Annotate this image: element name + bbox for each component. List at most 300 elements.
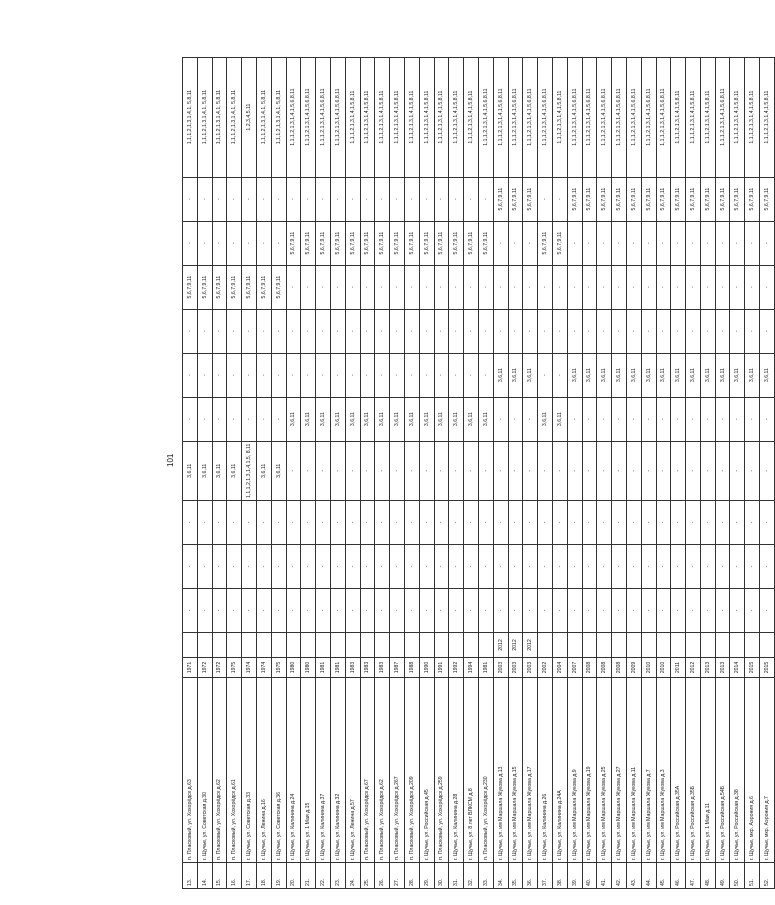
extra-year-cell [227, 633, 242, 658]
value-cell: - [345, 589, 360, 633]
value-cell: - [523, 441, 538, 500]
address-cell: г. Щучье, ул. им Маршала Жукова д.9 [567, 678, 582, 863]
value-cell: - [419, 441, 434, 500]
value-cell: - [286, 265, 301, 309]
value-cell: - [197, 221, 212, 265]
table-row [671, 57, 686, 888]
value-cell: - [419, 501, 434, 545]
value-cell: - [197, 397, 212, 441]
value-cell: - [641, 545, 656, 589]
table-row [567, 57, 582, 888]
row-number-cell: 20. [286, 863, 301, 889]
value-cell: 1,1,1,2,1,3,1,4,1,5,8,11 [552, 57, 567, 177]
value-cell: 1,1,1,2,1,3,1,4,1,5,6,8,11 [493, 57, 508, 177]
value-cell: - [686, 545, 701, 589]
year-cell: 1972 [212, 658, 227, 678]
table-row [715, 57, 730, 888]
value-cell: - [330, 353, 345, 397]
value-cell: - [612, 441, 627, 500]
row-number-cell: 41. [597, 863, 612, 889]
value-cell: - [345, 545, 360, 589]
value-cell: 1,1,1,2,1,3,1,4,1, 5,8,11 [183, 57, 198, 177]
year-cell: 1975 [227, 658, 242, 678]
value-cell: - [360, 265, 375, 309]
table-row [286, 57, 301, 888]
value-cell: - [523, 397, 538, 441]
value-cell: - [330, 265, 345, 309]
year-cell: 1974 [242, 658, 257, 678]
table-row [183, 57, 198, 888]
value-cell: - [404, 353, 419, 397]
value-cell: - [641, 441, 656, 500]
value-cell: - [582, 501, 597, 545]
year-cell: 2013 [700, 658, 715, 678]
value-cell: 1,2,3,4,5,11 [242, 57, 257, 177]
value-cell: - [449, 265, 464, 309]
table-row [597, 57, 612, 888]
value-cell: - [301, 545, 316, 589]
value-cell: 3,6,11 [612, 353, 627, 397]
value-cell: - [375, 177, 390, 221]
value-cell: - [686, 309, 701, 353]
value-cell: 3,6,11 [404, 397, 419, 441]
row-number-cell: 47. [686, 863, 701, 889]
row-number-cell: 43. [626, 863, 641, 889]
row-number-cell: 39. [567, 863, 582, 889]
year-cell: 1981 [330, 658, 345, 678]
value-cell: - [760, 265, 775, 309]
value-cell: - [715, 221, 730, 265]
value-cell: - [316, 589, 331, 633]
extra-year-cell [183, 633, 198, 658]
row-number-cell: 40. [582, 863, 597, 889]
value-cell: - [197, 177, 212, 221]
extra-year-cell [478, 633, 493, 658]
value-cell: 3,6,11 [271, 441, 286, 500]
value-cell: - [671, 221, 686, 265]
year-cell: 2003 [493, 658, 508, 678]
value-cell: - [730, 501, 745, 545]
value-cell: - [567, 441, 582, 500]
value-cell: 3,6,11 [508, 353, 523, 397]
table-row [478, 57, 493, 888]
value-cell: 5,6,7,9,11 [730, 177, 745, 221]
value-cell: - [612, 221, 627, 265]
value-cell: - [656, 589, 671, 633]
value-cell: - [700, 221, 715, 265]
value-cell: 3,6,11 [597, 353, 612, 397]
value-cell: 1,1,1,2,1,3,1,4,1,5,6,8,11 [597, 57, 612, 177]
value-cell: - [656, 309, 671, 353]
row-number-cell: 30. [434, 863, 449, 889]
value-cell: 1,1,1,2,1,3,1,4,1,5,6,8,11 [641, 57, 656, 177]
year-cell: 1980 [286, 658, 301, 678]
value-cell: - [626, 501, 641, 545]
value-cell: - [730, 265, 745, 309]
value-cell: - [730, 397, 745, 441]
value-cell: - [508, 265, 523, 309]
value-cell: - [212, 353, 227, 397]
value-cell: - [197, 353, 212, 397]
year-cell: 1987 [390, 658, 405, 678]
value-cell: - [626, 589, 641, 633]
value-cell: - [656, 441, 671, 500]
value-cell: 5,6,7,9,11 [345, 221, 360, 265]
year-cell: 1983 [375, 658, 390, 678]
value-cell: 5,6,7,9,11 [242, 265, 257, 309]
value-cell: - [745, 221, 760, 265]
year-cell: 2010 [641, 658, 656, 678]
value-cell: - [567, 545, 582, 589]
value-cell: - [242, 501, 257, 545]
value-cell: 1,1,1,2,1,3,1,4,1,5,6,8,11 [612, 57, 627, 177]
value-cell: 5,6,7,9,11 [641, 177, 656, 221]
extra-year-cell: 2012 [523, 633, 538, 658]
value-cell: - [523, 309, 538, 353]
value-cell: 3,6,11 [523, 353, 538, 397]
value-cell: - [464, 177, 479, 221]
table-row [242, 57, 257, 888]
value-cell: - [301, 309, 316, 353]
value-cell: - [419, 545, 434, 589]
address-cell: г. Щучье, ул. им Маршала Жукова д.11 [626, 678, 641, 863]
value-cell: - [582, 441, 597, 500]
table-row [256, 57, 271, 888]
value-cell: - [700, 265, 715, 309]
value-cell: - [715, 397, 730, 441]
value-cell: 3,6,11 [345, 397, 360, 441]
value-cell: - [227, 309, 242, 353]
value-cell: - [390, 589, 405, 633]
value-cell: 3,6,11 [464, 397, 479, 441]
value-cell: - [345, 353, 360, 397]
value-cell: 5,6,7,9,11 [478, 221, 493, 265]
value-cell: 5,6,7,9,11 [745, 177, 760, 221]
value-cell: - [330, 177, 345, 221]
address-cell: г. Щучье, ул. им Маршала Жукова д.19 [582, 678, 597, 863]
value-cell: - [434, 501, 449, 545]
year-cell: 1975 [271, 658, 286, 678]
address-cell: п. Пласковый, ул. Хохорёдск д.61 [227, 678, 242, 863]
table-row [197, 57, 212, 888]
value-cell: - [375, 545, 390, 589]
extra-year-cell: 2012 [508, 633, 523, 658]
table-row [360, 57, 375, 888]
value-cell: - [242, 309, 257, 353]
extra-year-cell [641, 633, 656, 658]
value-cell: 5,6,7,9,11 [597, 177, 612, 221]
row-number-cell: 25. [360, 863, 375, 889]
value-cell: - [390, 309, 405, 353]
table-row [656, 57, 671, 888]
row-number-cell: 52. [760, 863, 775, 889]
row-number-cell: 44. [641, 863, 656, 889]
value-cell: - [552, 589, 567, 633]
value-cell: 1,1,1,2,1,3,1,4,1, 5,8,11 [197, 57, 212, 177]
table-row [434, 57, 449, 888]
value-cell: - [345, 501, 360, 545]
value-cell: - [745, 545, 760, 589]
year-cell: 1981 [316, 658, 331, 678]
table-row [271, 57, 286, 888]
value-cell: - [419, 309, 434, 353]
value-cell: 3,6,11 [390, 397, 405, 441]
value-cell: - [301, 353, 316, 397]
value-cell: 3,6,11 [582, 353, 597, 397]
value-cell: 5,6,7,9,11 [419, 221, 434, 265]
row-number-cell: 19. [271, 863, 286, 889]
value-cell: - [404, 177, 419, 221]
value-cell: 5,6,7,9,11 [508, 177, 523, 221]
value-cell: 5,6,7,9,11 [404, 221, 419, 265]
value-cell: - [212, 545, 227, 589]
value-cell: - [464, 353, 479, 397]
table-row [493, 57, 508, 888]
value-cell: - [552, 265, 567, 309]
year-cell: 2013 [715, 658, 730, 678]
value-cell: - [626, 545, 641, 589]
address-cell: г. Щучье, ул. 8 лет ВЛКСМ д.8 [464, 678, 479, 863]
value-cell: 3,6,11 [330, 397, 345, 441]
value-cell: - [271, 501, 286, 545]
value-cell: - [464, 309, 479, 353]
value-cell: - [745, 397, 760, 441]
value-cell: 3,6,11 [538, 397, 553, 441]
value-cell: - [700, 501, 715, 545]
value-cell: 3,6,11 [183, 441, 198, 500]
value-cell: - [656, 265, 671, 309]
value-cell: 3,6,11 [360, 397, 375, 441]
value-cell: 5,6,7,9,11 [760, 177, 775, 221]
value-cell: - [434, 309, 449, 353]
address-cell: г. Щучье, ул. Ленина д.16 [256, 678, 271, 863]
value-cell: - [183, 501, 198, 545]
value-cell: 1,1,1,2,1,3,1,4,1,5,8,11 [419, 57, 434, 177]
table-row [700, 57, 715, 888]
extra-year-cell [686, 633, 701, 658]
value-cell: 5,6,7,9,11 [523, 177, 538, 221]
address-cell: г. Щучье, ул. Советская д.30 [197, 678, 212, 863]
value-cell: 5,6,7,9,11 [493, 177, 508, 221]
value-cell: - [493, 265, 508, 309]
value-cell: - [730, 441, 745, 500]
value-cell: 3,6,11 [656, 353, 671, 397]
table-row [686, 57, 701, 888]
value-cell: 1,1,1,2,1,3,1,4,1,5,8,11 [390, 57, 405, 177]
value-cell: 1,1,1,2,1,3,1,4,1,5,6,8,11 [330, 57, 345, 177]
year-cell: 2007 [567, 658, 582, 678]
value-cell: - [256, 501, 271, 545]
value-cell: 1,1,1,2,1,3,1,4,1,5,8,11 [464, 57, 479, 177]
value-cell: - [760, 545, 775, 589]
value-cell: 5,6,7,9,11 [197, 265, 212, 309]
value-cell: - [671, 589, 686, 633]
value-cell: - [671, 397, 686, 441]
value-cell: - [286, 441, 301, 500]
value-cell: - [597, 501, 612, 545]
extra-year-cell [390, 633, 405, 658]
row-number-cell: 23. [330, 863, 345, 889]
value-cell: - [508, 501, 523, 545]
address-cell: г. Щучье, ул. 1 Мая д.15 [301, 678, 316, 863]
value-cell: - [686, 589, 701, 633]
value-cell: - [419, 177, 434, 221]
year-cell: 2004 [552, 658, 567, 678]
extra-year-cell [360, 633, 375, 658]
table-row [227, 57, 242, 888]
year-cell: 2009 [626, 658, 641, 678]
value-cell: 3,6,11 [227, 441, 242, 500]
value-cell: 1,1,1,2,1,3,1,4,1, 5,8,11 [212, 57, 227, 177]
value-cell: - [626, 441, 641, 500]
value-cell: - [434, 589, 449, 633]
value-cell: - [286, 353, 301, 397]
row-number-cell: 33. [478, 863, 493, 889]
value-cell: - [464, 501, 479, 545]
row-number-cell: 35. [508, 863, 523, 889]
value-cell: 1,1,1,2,1,3,1,4,1,5,8,11 [745, 57, 760, 177]
value-cell: - [375, 589, 390, 633]
value-cell: - [360, 309, 375, 353]
value-cell: - [671, 265, 686, 309]
value-cell: - [715, 441, 730, 500]
value-cell: 5,6,7,9,11 [671, 177, 686, 221]
value-cell: - [671, 545, 686, 589]
value-cell: - [538, 589, 553, 633]
value-cell: 1,1,1,2,1,3,1,4,1,5,8,11 [360, 57, 375, 177]
address-cell: п. Пласковый, ул. Хохорёдск д.62 [212, 678, 227, 863]
value-cell: - [271, 309, 286, 353]
value-cell: - [449, 589, 464, 633]
year-cell: 2003 [523, 658, 538, 678]
value-cell: - [538, 265, 553, 309]
address-cell: г. Щучье, ул. Калинина д.28 [449, 678, 464, 863]
value-cell: 3,6,11 [375, 397, 390, 441]
year-cell: 1972 [197, 658, 212, 678]
value-cell: - [730, 545, 745, 589]
year-cell: 2011 [671, 658, 686, 678]
value-cell: - [242, 353, 257, 397]
extra-year-cell [464, 633, 479, 658]
value-cell: - [715, 501, 730, 545]
value-cell: - [183, 353, 198, 397]
address-cell: п. Пласковый, ул. Хохорёдск д.259 [434, 678, 449, 863]
value-cell: - [478, 265, 493, 309]
value-cell: 3,6,11 [686, 353, 701, 397]
value-cell: 5,6,7,9,11 [360, 221, 375, 265]
value-cell: - [493, 441, 508, 500]
value-cell: - [656, 221, 671, 265]
value-cell: - [760, 221, 775, 265]
value-cell: 3,6,11 [197, 441, 212, 500]
value-cell: - [597, 397, 612, 441]
extra-year-cell [375, 633, 390, 658]
value-cell: 5,6,7,9,11 [700, 177, 715, 221]
value-cell: - [552, 545, 567, 589]
value-cell: 5,6,7,9,11 [656, 177, 671, 221]
value-cell: - [493, 397, 508, 441]
value-cell: - [567, 265, 582, 309]
value-cell: 5,6,7,9,11 [375, 221, 390, 265]
table-row [641, 57, 656, 888]
address-cell: г. Щучье, ул. Ленина д.57 [345, 678, 360, 863]
value-cell: - [212, 501, 227, 545]
value-cell: 5,6,7,9,11 [552, 221, 567, 265]
value-cell: - [197, 589, 212, 633]
value-cell: - [538, 441, 553, 500]
value-cell: - [567, 221, 582, 265]
value-cell: - [434, 353, 449, 397]
value-cell: 5,6,7,9,11 [301, 221, 316, 265]
value-cell: - [271, 589, 286, 633]
table-row [730, 57, 745, 888]
table-row [552, 57, 567, 888]
table-row [508, 57, 523, 888]
year-cell: 1994 [464, 658, 479, 678]
value-cell: 5,6,7,9,11 [582, 177, 597, 221]
row-number-cell: 51. [745, 863, 760, 889]
value-cell: - [612, 589, 627, 633]
value-cell: - [360, 545, 375, 589]
value-cell: - [212, 397, 227, 441]
value-cell: - [538, 177, 553, 221]
value-cell: - [390, 353, 405, 397]
value-cell: - [626, 309, 641, 353]
value-cell: - [316, 177, 331, 221]
address-cell: п. Пласковый, ул. Хохорёдск д.209 [404, 678, 419, 863]
extra-year-cell [434, 633, 449, 658]
table-row [523, 57, 538, 888]
extra-year-cell: 2012 [493, 633, 508, 658]
value-cell: - [612, 265, 627, 309]
value-cell: - [271, 221, 286, 265]
value-cell: 1,1,1,2,1,3,1,4,1,5,8,11 [760, 57, 775, 177]
value-cell: - [227, 589, 242, 633]
value-cell: - [434, 545, 449, 589]
extra-year-cell [745, 633, 760, 658]
value-cell: 1,1,1,2,1,3,1,4,1,5,6,8,11 [508, 57, 523, 177]
value-cell: - [478, 589, 493, 633]
table-row [464, 57, 479, 888]
extra-year-cell [271, 633, 286, 658]
value-cell: - [582, 397, 597, 441]
table-row [538, 57, 553, 888]
table-row [345, 57, 360, 888]
extra-year-cell [197, 633, 212, 658]
address-cell: г. Щучье, ул. Российская д.35А [671, 678, 686, 863]
row-number-cell: 22. [316, 863, 331, 889]
value-cell: 5,6,7,9,11 [626, 177, 641, 221]
value-cell: 5,6,7,9,11 [449, 221, 464, 265]
value-cell: 1,1,1,2,1,3,1,4,1,5,8,11 [449, 57, 464, 177]
value-cell: - [212, 309, 227, 353]
year-cell: 2012 [686, 658, 701, 678]
value-cell: - [538, 501, 553, 545]
table-row [612, 57, 627, 888]
value-cell: - [656, 397, 671, 441]
value-cell: - [493, 221, 508, 265]
value-cell: 1,1,1,2,1,3,1,4,1,5,8,11 [730, 57, 745, 177]
value-cell: - [449, 353, 464, 397]
value-cell: - [523, 221, 538, 265]
value-cell: - [227, 221, 242, 265]
extra-year-cell [449, 633, 464, 658]
value-cell: - [582, 589, 597, 633]
value-cell: - [242, 177, 257, 221]
year-cell: 1981 [478, 658, 493, 678]
value-cell: 1,1,1,2,1,3,1,4,1,5,8,11 [375, 57, 390, 177]
address-cell: г. Щучье, ул. Российская д.38 [730, 678, 745, 863]
